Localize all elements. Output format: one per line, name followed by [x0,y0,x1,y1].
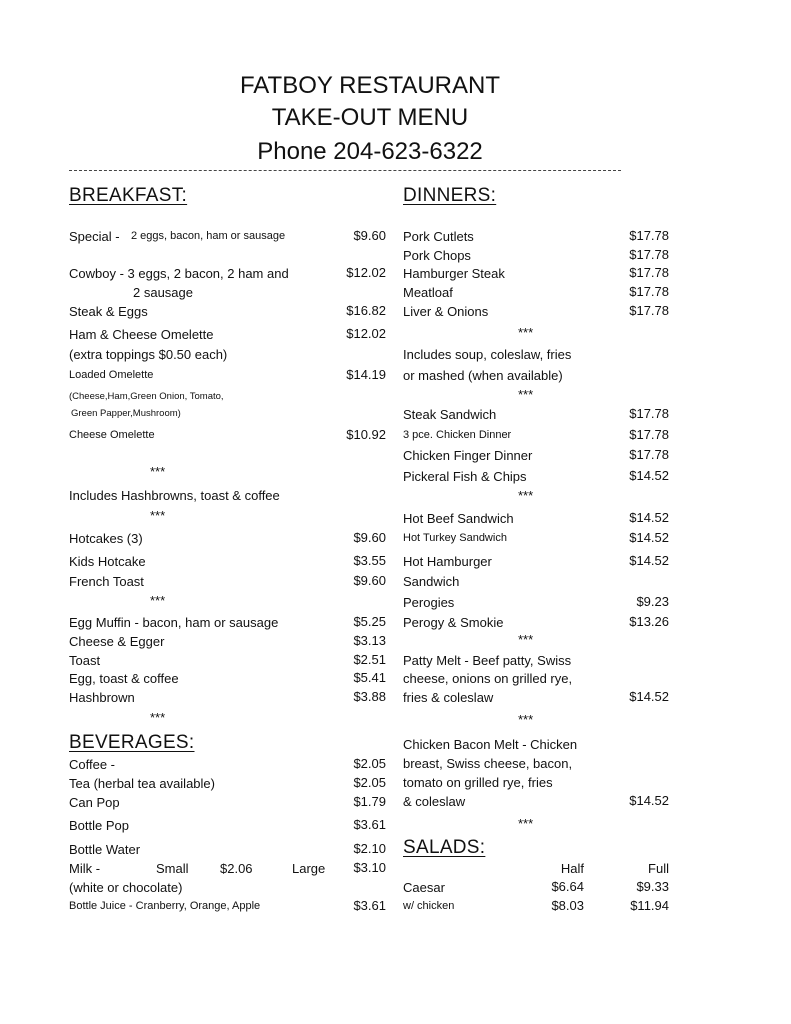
menu-item-price: $17.78 [629,284,669,299]
menu-item-label: Toast [69,653,101,668]
menu-item-label: Pickeral Fish & Chips [403,469,527,484]
menu-item-label: Liver & Onions [403,304,489,319]
menu-item-price: $14.52 [629,689,669,704]
separator-stars: *** [518,488,534,503]
menu-item-label: Special - [69,229,120,244]
separator-stars: *** [518,387,534,402]
menu-item-desc: 2 eggs, bacon, ham or sausage [131,230,286,242]
menu-item-label: Cheese Omelette [69,429,155,441]
menu-item-label: Cowboy - 3 eggs, 2 bacon, 2 ham and [69,266,289,281]
menu-item-label: Perogies [403,595,455,610]
menu-item-label: Perogy & Smokie [403,615,504,630]
menu-item-price: $11.94 [630,898,669,913]
menu-item-label: Steak Sandwich [403,407,497,422]
divider [69,170,621,171]
menu-item-price: $5.25 [353,614,386,629]
menu-item-label: Hotcakes (3) [69,531,143,546]
menu-item-price: $17.78 [629,265,669,280]
menu-item-label: breast, Swiss cheese, bacon, [403,756,573,771]
menu-item-label: Chicken Bacon Melt - Chicken [403,737,578,752]
menu-item-price: $14.19 [346,367,386,382]
menu-item-price: $6.64 [551,879,584,894]
menu-item-label: Can Pop [69,795,120,810]
salads-heading: SALADS: [403,837,486,858]
menu-item-price: $17.78 [629,228,669,243]
menu-note: (extra toppings $0.50 each) [69,347,228,362]
menu-item-price: $1.79 [353,794,386,809]
column-header-full: Full [648,861,669,876]
menu-item-label: Patty Melt - Beef patty, Swiss [403,653,572,668]
separator-stars: *** [518,816,534,831]
menu-item-label: Egg, toast & coffee [69,671,179,686]
menu-item-price: $3.88 [353,689,386,704]
menu-item-label: 2 sausage [133,285,193,300]
menu-item-label: French Toast [69,574,144,589]
column-header-half: Half [560,861,584,876]
menu-item-label: Coffee - [69,757,116,772]
menu-item-price: $9.23 [636,594,669,609]
beverages-heading: BEVERAGES: [69,732,195,753]
separator-stars: *** [518,325,534,340]
menu-item-label: Caesar [403,880,445,895]
menu-item-price: $2.05 [353,775,386,790]
separator-stars: *** [150,593,166,608]
menu-item-label: Hot Beef Sandwich [403,511,514,526]
menu-item-label: Meatloaf [403,285,453,300]
phone-number: Phone 204-623-6322 [257,138,483,165]
dinners-heading: DINNERS: [403,185,497,206]
menu-item-price: $14.52 [629,553,669,568]
menu-item-price: $14.52 [629,510,669,525]
menu-item-price: $3.61 [353,817,386,832]
menu-item-price: $14.52 [629,468,669,483]
menu-item-price: $16.82 [346,303,386,318]
menu-item-price: $3.13 [353,633,386,648]
menu-item-price: $14.52 [629,530,669,545]
menu-item-price: $2.06 [220,861,253,876]
menu-note: (white or chocolate) [69,880,183,895]
menu-item-desc: Green Papper,Mushroom) [71,408,181,419]
menu-item-label: Kids Hotcake [69,554,146,569]
menu-subtitle: TAKE-OUT MENU [271,104,469,131]
menu-item-label: Egg Muffin - bacon, ham or sausage [69,615,279,630]
menu-item-price: $5.41 [353,670,386,685]
menu-item-price: $13.26 [629,614,669,629]
menu-item-price: $17.78 [629,303,669,318]
menu-item-label: Chicken Finger Dinner [403,448,533,463]
menu-item-label: tomato on grilled rye, fries [403,775,553,790]
menu-item-label: Hamburger Steak [403,266,505,281]
menu-item-label: Bottle Water [69,842,141,857]
menu-item-label: cheese, onions on grilled rye, [403,671,573,686]
separator-stars: *** [518,632,534,647]
breakfast-heading: BREAKFAST: [69,185,188,206]
menu-item-price: $3.55 [353,553,386,568]
menu-item-price: $2.10 [353,841,386,856]
menu-item-price: $12.02 [346,326,386,341]
menu-item-label: Cheese & Egger [69,634,165,649]
menu-note: or mashed (when available) [403,368,563,383]
separator-stars: *** [150,710,166,725]
menu-item-price: $17.78 [629,447,669,462]
menu-item-label: Hashbrown [69,690,135,705]
menu-item-label: Milk - [69,861,101,876]
menu-item-price: $17.78 [629,406,669,421]
size-label: Large [292,861,326,876]
menu-note: Includes soup, coleslaw, fries [403,347,572,362]
menu-item-label: Steak & Eggs [69,304,148,319]
menu-item-label: Pork Cutlets [403,229,474,244]
menu-item-label: Pork Chops [403,248,471,263]
menu-item-label: w/ chicken [403,900,455,912]
menu-item-price: $2.51 [353,652,386,667]
menu-item-label: Sandwich [403,574,460,589]
restaurant-name: FATBOY RESTAURANT [239,72,501,99]
menu-item-label: & coleslaw [403,794,466,809]
menu-item-price: $14.52 [629,793,669,808]
menu-item-label: Loaded Omelette [69,369,154,381]
separator-stars: *** [150,508,166,523]
menu-note: Includes Hashbrowns, toast & coffee [69,488,280,503]
menu-item-label: Bottle Pop [69,818,129,833]
menu-item-price: $3.61 [353,898,386,913]
menu-item-label: Ham & Cheese Omelette [69,327,214,342]
menu-item-price: $8.03 [551,898,584,913]
menu-item-label: Hot Turkey Sandwich [403,532,507,544]
menu-item-price: $9.33 [636,879,669,894]
menu-item-price: $17.78 [629,247,669,262]
menu-item-price: $9.60 [353,530,386,545]
menu-item-price: $2.05 [353,756,386,771]
menu-item-price: $17.78 [629,427,669,442]
menu-item-price: $10.92 [346,427,386,442]
menu-item-label: fries & coleslaw [403,690,494,705]
menu-item-price: $9.60 [353,228,386,243]
size-label: Small [156,861,189,876]
menu-item-price: $12.02 [346,265,386,280]
menu-item-price: $9.60 [353,573,386,588]
menu-item-label: Bottle Juice - Cranberry, Orange, Apple [69,900,261,912]
menu-item-label: Hot Hamburger [403,554,492,569]
separator-stars: *** [518,712,534,727]
menu-item-desc: (Cheese,Ham,Green Onion, Tomato, [69,391,224,402]
separator-stars: *** [150,464,166,479]
menu-item-label: Tea (herbal tea available) [69,776,215,791]
menu-item-price: $3.10 [353,860,386,875]
menu-item-label: 3 pce. Chicken Dinner [403,429,512,441]
